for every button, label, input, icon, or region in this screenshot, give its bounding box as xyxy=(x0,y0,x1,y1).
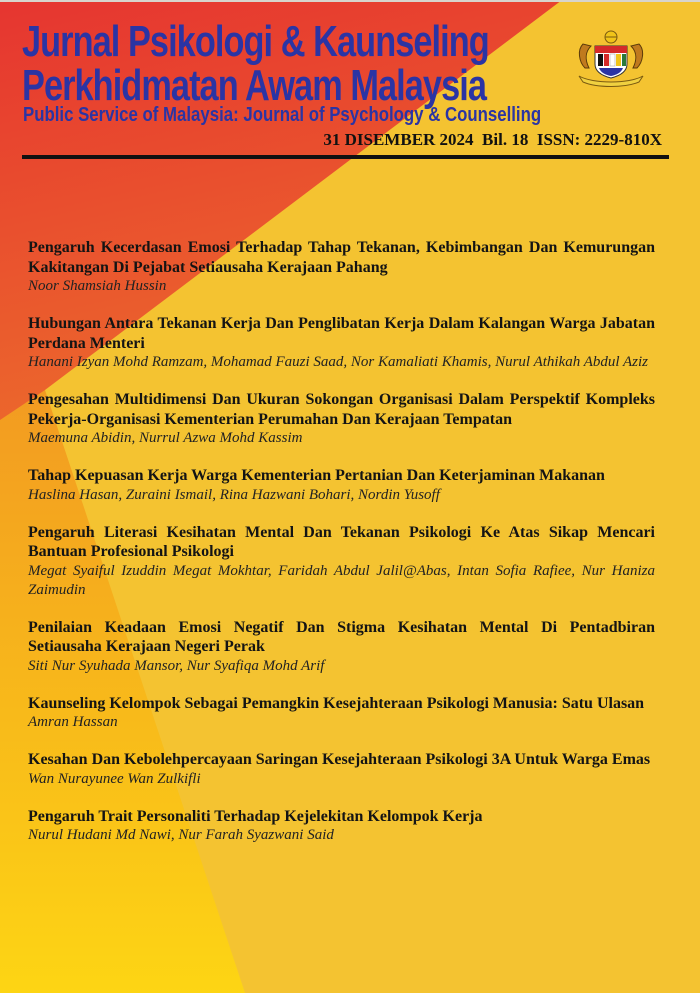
article-title: Kesahan Dan Kebolehpercayaan Saringan Kesejahteraan Psikologi 3A Untuk Warga Emas xyxy=(28,751,651,768)
article-title: Pengesahan Multidimensi Dan Ukuran Sokongan Organisasi Dalam Perspektif Kompleks Pekerja-Organisasi Kementerian Perumahan Dan Kerajaan Tempatan xyxy=(28,391,655,428)
article-entry[interactable] xyxy=(28,238,655,296)
cover-header xyxy=(0,0,700,230)
article-entry[interactable] xyxy=(28,314,655,372)
article-title: Hubungan Antara Tekanan Kerja Dan Penglibatan Kerja Dalam Kalangan Warga Jabatan Perdana Menteri xyxy=(28,315,655,352)
article-authors: Megat Syaiful Izuddin Megat Mokhtar, Faridah Abdul Jalil@Abas, Intan Sofia Rafiee, Nur Haniza Zaimudin xyxy=(28,562,655,598)
article-authors: Siti Nur Syuhada Mansor, Nur Syafiqa Mohd Arif xyxy=(28,657,325,674)
journal-subtitle-english: Public Service of Malaysia: Journal of Psychology & Counselling xyxy=(23,104,542,126)
article-authors: Hanani Izyan Mohd Ramzam, Mohamad Fauzi Saad, Nor Kamaliati Khamis, Nurul Athikah Abdul Aziz xyxy=(28,354,649,370)
article-entry[interactable] xyxy=(28,466,655,505)
article-title: Pengaruh Kecerdasan Emosi Terhadap Tahap Tekanan, Kebimbangan Dan Kemurungan Kakitangan Di Pejabat Setiausaha Kerajaan Pahang xyxy=(28,239,655,276)
article-authors: Maemuna Abidin, Nurrul Azwa Mohd Kassim xyxy=(28,430,303,446)
article-entry[interactable] xyxy=(28,750,655,789)
article-title: Pengaruh Trait Personaliti Terhadap Kejelekitan Kelompok Kerja xyxy=(28,807,483,825)
article-authors: Wan Nurayunee Wan Zulkifli xyxy=(28,770,201,787)
article-authors: Amran Hassan xyxy=(28,714,118,730)
article-title: Pengaruh Literasi Kesihatan Mental Dan Tekanan Psikologi Ke Atas Sikap Mencari Bantuan Profesional Psikologi xyxy=(28,523,655,560)
table-of-contents xyxy=(28,238,655,863)
journal-title-line2: Perkhidmatan Awam Malaysia xyxy=(22,61,486,110)
malaysia-coat-of-arms-icon xyxy=(573,28,649,88)
article-authors: Noor Shamsiah Hussin xyxy=(28,278,167,294)
article-entry[interactable] xyxy=(28,523,655,600)
article-authors: Haslina Hasan, Zuraini Ismail, Rina Hazwani Bohari, Nordin Yusoff xyxy=(28,486,440,503)
article-entry[interactable] xyxy=(28,807,655,846)
article-title: Kaunseling Kelompok Sebagai Pemangkin Kesejahteraan Psikologi Manusia: Satu Ulasan xyxy=(28,694,645,712)
header-divider xyxy=(22,155,669,159)
article-entry[interactable] xyxy=(28,390,655,448)
article-title: Penilaian Keadaan Emosi Negatif Dan Stigma Kesihatan Mental Di Pentadbiran Setiausaha Kerajaan Negeri Perak xyxy=(28,618,655,655)
article-authors: Nurul Hudani Md Nawi, Nur Farah Syazwani Said xyxy=(28,827,334,843)
article-entry[interactable] xyxy=(28,618,655,676)
journal-title-line1: Jurnal Psikologi & Kaunseling xyxy=(22,17,489,66)
article-title: Tahap Kepuasan Kerja Warga Kementerian Pertanian Dan Keterjaminan Makanan xyxy=(28,467,605,484)
issue-info: 31 DISEMBER 2024 Bil. 18 ISSN: 2229-810X xyxy=(323,130,662,149)
article-entry[interactable] xyxy=(28,694,655,733)
